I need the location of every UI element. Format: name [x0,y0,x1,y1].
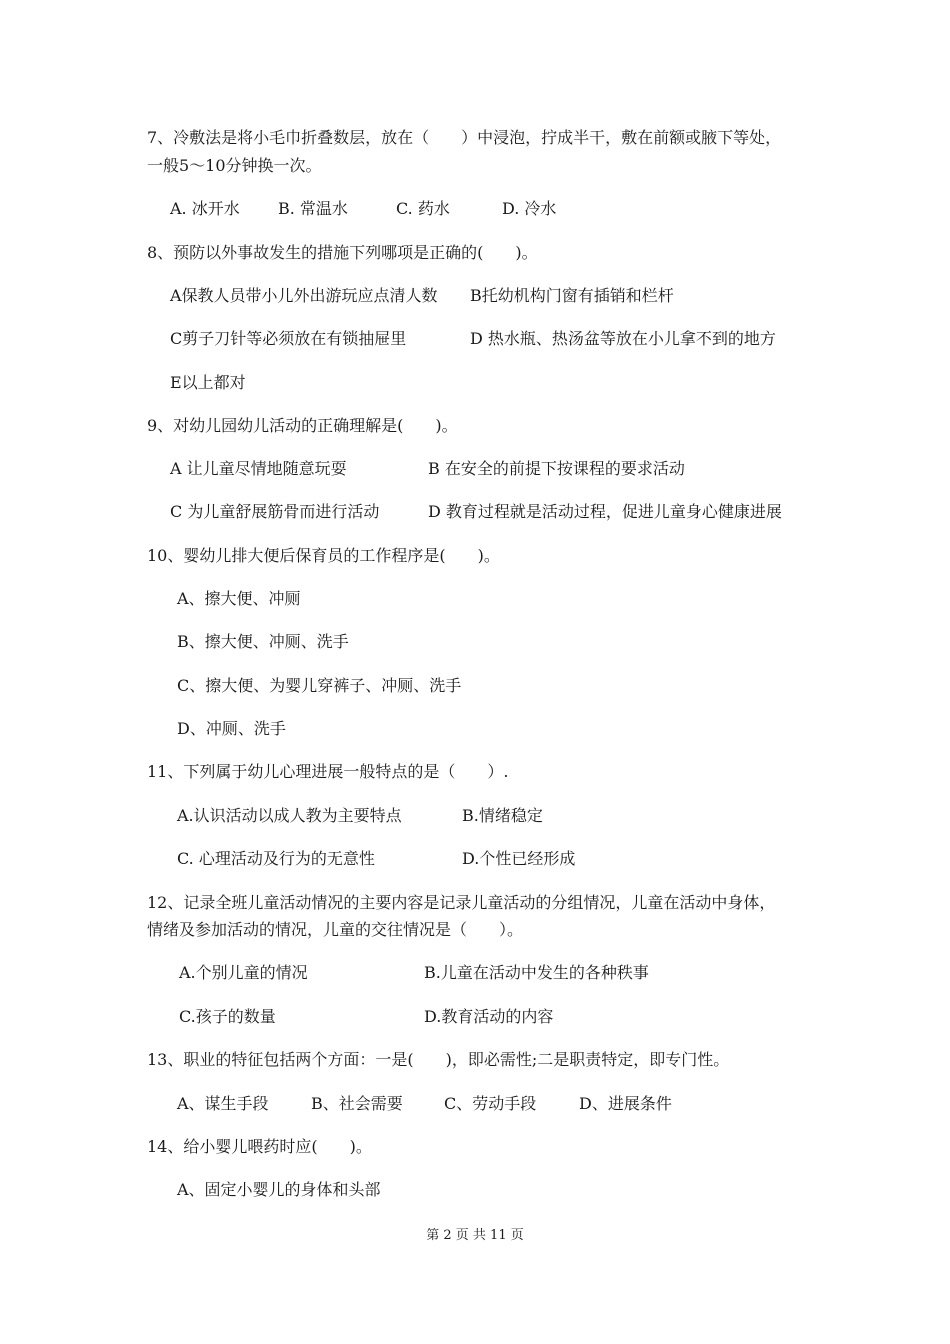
question-12-line-2: 情绪及参加活动的情况，儿童的交往情况是（ ）。 [147,920,524,939]
question-8-line-1: 8、预防以外事故发生的措施下列哪项是正确的( )。 [147,243,538,262]
option-b: B. 常温水 [278,199,348,218]
option-c: C.孩子的数量 [179,1007,276,1026]
option-c: C 为儿童舒展筋骨而进行活动 [170,502,380,521]
option-b: B托幼机构门窗有插销和栏杆 [470,286,674,305]
option-b: B、社会需要 [311,1094,403,1113]
option-a: A保教人员带小儿外出游玩应点清人数 [170,286,438,305]
question-10-option-b: B、擦大便、冲厕、洗手 [177,632,349,651]
question-8-option-e: E以上都对 [170,373,246,392]
option-c: C. 药水 [396,199,450,218]
option-d: D 热水瓶、热汤盆等放在小儿拿不到的地方 [470,329,776,348]
question-9-line-1: 9、对幼儿园幼儿活动的正确理解是( )。 [147,416,458,435]
question-7-line-1: 7、冷敷法是将小毛巾折叠数层，放在（ ）中浸泡，拧成半干，敷在前额或腋下等处， [147,128,782,147]
option-c: C. 心理活动及行为的无意性 [177,849,375,868]
option-c: C剪子刀针等必须放在有锁抽屉里 [170,329,407,348]
option-d: D.个性已经形成 [462,849,576,868]
question-14-line-1: 14、给小婴儿喂药时应( )。 [147,1137,372,1156]
option-c: C、劳动手段 [444,1094,537,1113]
option-a: A. 冰开水 [170,199,240,218]
option-b: B 在安全的前提下按课程的要求活动 [428,459,685,478]
question-10-option-a: A、擦大便、冲厕 [177,589,301,608]
option-a: A 让儿童尽情地随意玩耍 [170,459,347,478]
question-7-line-2: 一般5～10分钟换一次。 [147,156,322,175]
option-d: D. 冷水 [502,199,557,218]
question-14-option-a: A、固定小婴儿的身体和头部 [177,1180,381,1199]
option-a: A.认识活动以成人教为主要特点 [177,806,402,825]
question-12-line-1: 12、记录全班儿童活动情况的主要内容是记录儿童活动的分组情况，儿童在活动中身体， [147,893,776,912]
option-a: A.个别儿童的情况 [179,963,308,982]
option-b: B.情绪稳定 [462,806,543,825]
question-10-option-d: D、冲厕、洗手 [177,719,286,738]
option-a: A、谋生手段 [177,1094,269,1113]
question-11-line-1: 11、下列属于幼儿心理进展一般特点的是（ ）. [147,762,509,781]
page-number-footer: 第 2 页 共 11 页 [426,1228,524,1243]
question-10-option-c: C、擦大便、为婴儿穿裤子、冲厕、洗手 [177,676,462,695]
option-d: D、进展条件 [579,1094,672,1113]
option-d: D 教育过程就是活动过程，促进儿童身心健康进展 [428,502,782,521]
question-13-line-1: 13、职业的特征包括两个方面：一是( )，即必需性;二是职责特定，即专门性。 [147,1050,730,1069]
option-b: B.儿童在活动中发生的各种秩事 [424,963,649,982]
question-10-line-1: 10、婴幼儿排大便后保育员的工作程序是( )。 [147,546,500,565]
option-d: D.教育活动的内容 [424,1007,554,1026]
